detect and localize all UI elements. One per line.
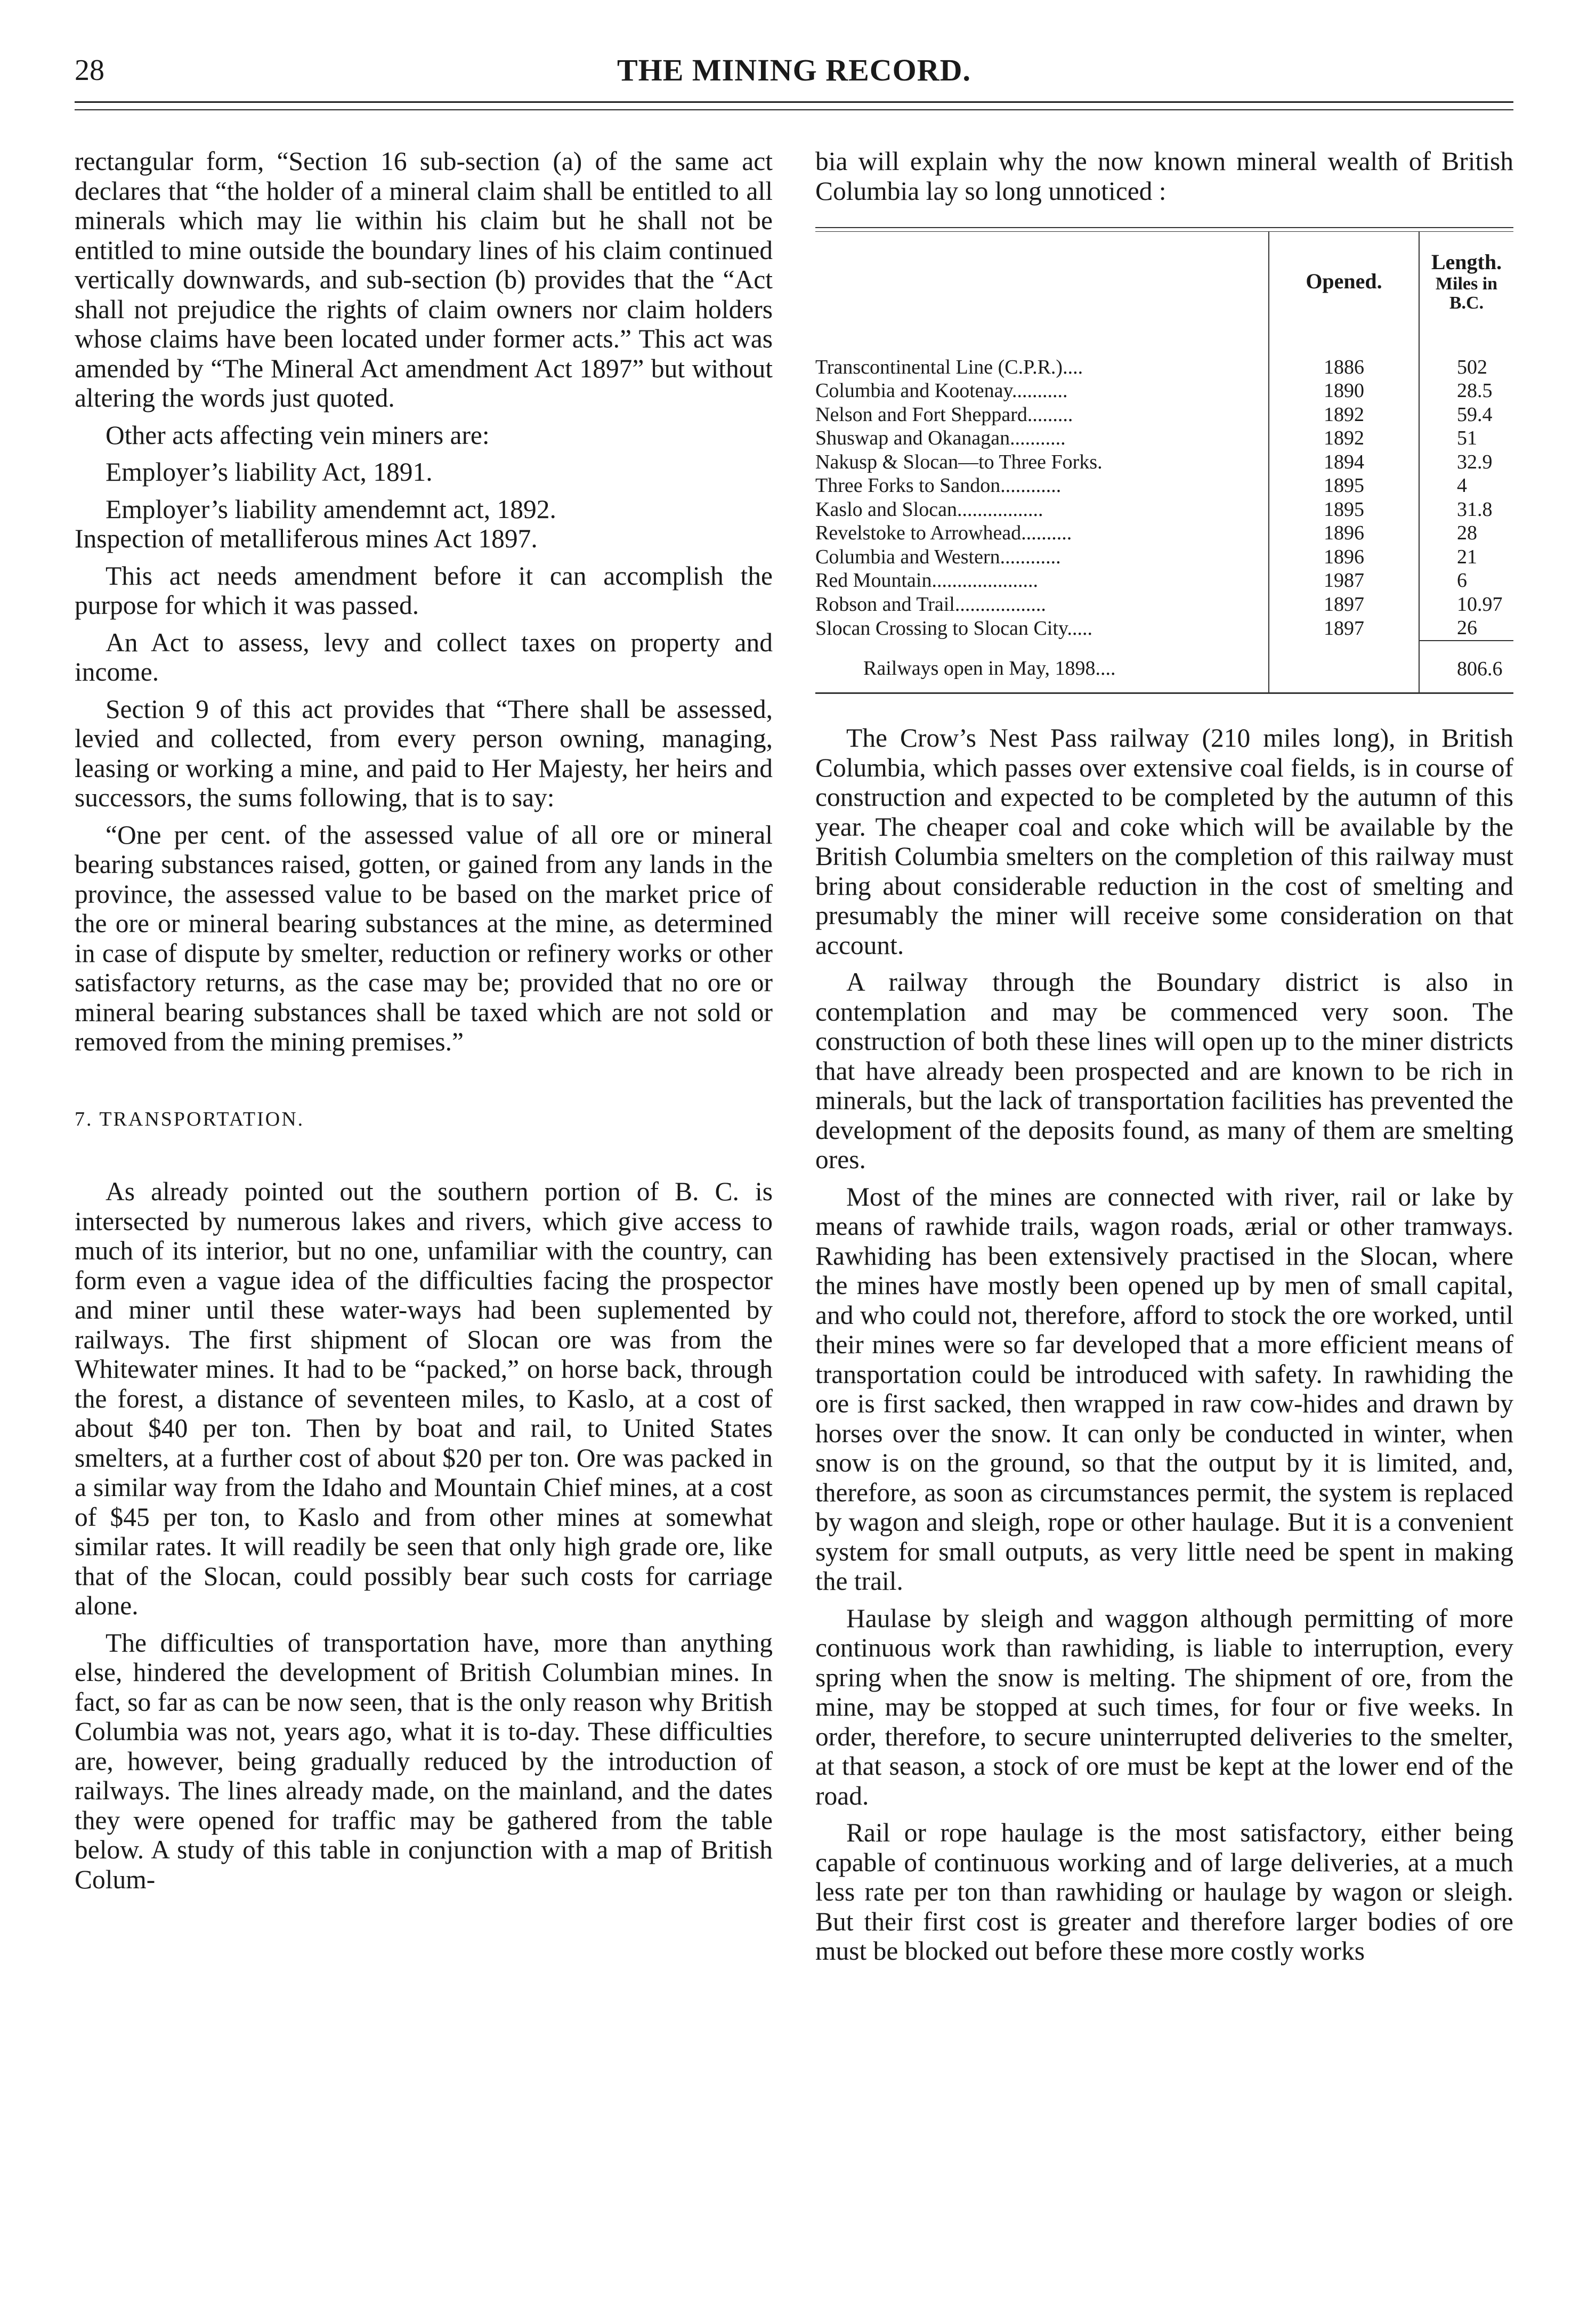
paragraph: rectangular form, “Section 16 sub-section (a) of the same act declares that “the holder of a mineral claim shall be entitled to all minerals which may lie within his claim but he shall not be entitled to mine outside the boundary lines of his claim continued vertically downwards, and sub-section (b) provides that the “Act shall not prejudice the rights of claim owners nor claim holders whose claims have been located under former acts.” This act was amended by “The Mineral Act amendment Act 1897” but without altering the words just quoted.	[75, 147, 773, 413]
table-row: Shuswap and Okanagan........... 1892 51	[815, 427, 1477, 449]
paragraph: An Act to assess, levy and collect taxes on property and income.	[75, 627, 773, 686]
table-row: Red Mountain..................... 1987 6	[815, 569, 1467, 592]
table-row: Revelstoke to Arrowhead.......... 1896 28	[815, 522, 1477, 544]
table-row: Nakusp & Slocan—to Three Forks. 1894 32.9	[815, 450, 1493, 473]
list-item: Employer’s liability amendemnt act, 1892.	[106, 494, 556, 524]
paragraph: bia will explain why the now known mineral wealth of British Columbia lay so long unnoticed :	[815, 147, 1513, 206]
railway-table-grid	[815, 232, 1513, 692]
paragraph: The difficulties of transportation have, more than anything else, hindered the development of British Columbian mines. In fact, so far as can be now seen, that is the only reason why British Columbia was not, years ago, what it is to-day. These difficulties are, however, being gradually reduced by the introduction of railways. The lines already made, on the mainland, and the dates they were opened for traffic may be gathered from the table below. A study of this table in conjunction with a map of British Colum-	[75, 1628, 773, 1894]
list-item: Employer’s liability Act, 1891.	[106, 457, 433, 487]
table-row: Columbia and Western............ 1896 21	[815, 545, 1477, 568]
table-bottom-rule	[815, 692, 1513, 694]
running-title: THE MINING RECORD.	[617, 53, 971, 87]
page-number: 28	[75, 54, 104, 87]
paragraph: Haulase by sleigh and waggon although permitting of more continuous work than rawhiding, is liable to interruption, every spring when the snow is melting. The shipment of ore, from the mine, may be stopped at such times, for four or five weeks. In order, therefore, to secure uninterrupted deliveries to the smelter, at that season, a stock of ore must be kept at the lower end of the road.	[815, 1603, 1513, 1810]
table-row: Three Forks to Sandon............ 1895 4	[815, 474, 1467, 497]
paragraph: A railway through the Boundary district is also in contemplation and may be commenced very soon. The construction of both these lines will open up to the miner districts that have already been prospected and are known to be rich in minerals, but the lack of transportation facilities has prevented the development of the deposits found, as many of them are smelting ores.	[815, 967, 1513, 1174]
paragraph: Section 9 of this act provides that “There shall be assessed, levied and collected, from every person owning, managing, leasing or working a mine, and paid to Her Majesty, her heirs and successors, the sums following, that is to say:	[75, 694, 773, 812]
section-heading: 7. TRANSPORTATION.	[75, 1108, 305, 1130]
total-label: Railways open in May, 1898....	[863, 657, 1116, 680]
quotation: “One per cent. of the assessed value of all ore or mineral bearing substances raised, gotten, or gained from any lands in the province, the assessed value to be based on the market price of the ore or mineral bearing substances at the mine, as determined in case of dispute by smelter, reduction or refinery works or other satisfactory returns, as the case may be; provided that no ore or mineral bearing substances shall be taxed which are not sold or removed from the mining premises.”	[75, 820, 773, 1056]
left-column	[75, 147, 773, 1902]
table-row: Robson and Trail.................. 1897 10.97	[815, 593, 1503, 616]
total-length: 806.6	[1419, 641, 1513, 693]
table-row: Kaslo and Slocan................. 1895 31.8	[815, 498, 1493, 521]
table-row: Transcontinental Line (C.P.R.).... 1886 502	[815, 355, 1487, 378]
table-header-row	[815, 232, 1513, 337]
page-header	[75, 48, 1513, 91]
paragraph: This act needs amendment before it can accomplish the purpose for which it was passed.	[75, 561, 773, 620]
table-row: Columbia and Kootenay........... 1890 28.5	[815, 379, 1493, 402]
paragraph: Rail or rope haulage is the most satisfactory, either being capable of continuous working and of large deliveries, at a much less rate per ton than rawhiding or haulage by wagon or sleigh. But their first cost is greater and therefore larger bodies of ore must be blocked out before these more costly works	[815, 1818, 1513, 1966]
header-rule	[75, 101, 1513, 110]
paragraph: The Crow’s Nest Pass railway (210 miles long), in British Columbia, which passes over extensive coal fields, is in course of construction and expected to be completed by the autumn of this year. The cheaper coal and coke which will be available by the British Columbia smelters on the completion of this railway must bring about considerable reduction in the cost of smelting and presumably the miner will receive some consideration on that account.	[815, 723, 1513, 960]
table-total-row	[815, 641, 1513, 693]
right-column	[815, 147, 1513, 1974]
col-length-header: Length. Miles in B.C.	[1431, 250, 1502, 313]
railway-table	[815, 227, 1513, 694]
paragraph: Most of the mines are connected with river, rail or lake by means of rawhide trails, wagon roads, ærial or other tramways. Rawhiding has been extensively practised in the Slocan, where the mines have mostly been opened up by men of small capital, and who could not, therefore, afford to stock the ore worked, until their mines were so far developed that a more efficient means of transportation could be introduced with safety. In rawhiding the ore is first sacked, then wrapped in raw cow-hides and drawn by horses over the snow. It can only be conducted in winter, when snow is on the ground, so that the output by it is limited, and, therefore, as soon as circumstances permit, the system is replaced by wagon and sleigh, rope or other haulage. But it is a convenient system for small outputs, as very little need be spent in making the trail.	[815, 1182, 1513, 1596]
list-item: Inspection of metalliferous mines Act 1897.	[75, 524, 538, 553]
table-row: Slocan Crossing to Slocan City..... 1897 26	[815, 617, 1477, 640]
paragraph: Other acts affecting vein miners are:	[106, 420, 490, 450]
table-top-rule	[815, 227, 1513, 232]
col-opened-header: Opened.	[1269, 232, 1419, 337]
table-row: Nelson and Fort Sheppard......... 1892 59.4	[815, 403, 1493, 426]
paragraph: As already pointed out the southern portion of B. C. is intersected by numerous lakes and rivers, which give access to much of its interior, but no one, unfamiliar with the country, can form even a vague idea of the difficulties facing the prospector and miner until these water-ways had been suplemented by railways. The first shipment of Slocan ore was from the Whitewater mines. It had to be “packed,” on horse back, through the forest, a distance of seventeen miles, to Kaslo, at a cost of about $40 per ton. Then by boat and rail, to United States smelters, at a further cost of about $20 per ton. Ore was packed in a similar way from the Idaho and Mountain Chief mines, at a cost of $45 per ton, to Kaslo and from other mines at somewhat similar rates. It will readily be seen that only high grade ore, like that of the Slocan, could possibly bear such costs for carriage alone.	[75, 1177, 773, 1620]
